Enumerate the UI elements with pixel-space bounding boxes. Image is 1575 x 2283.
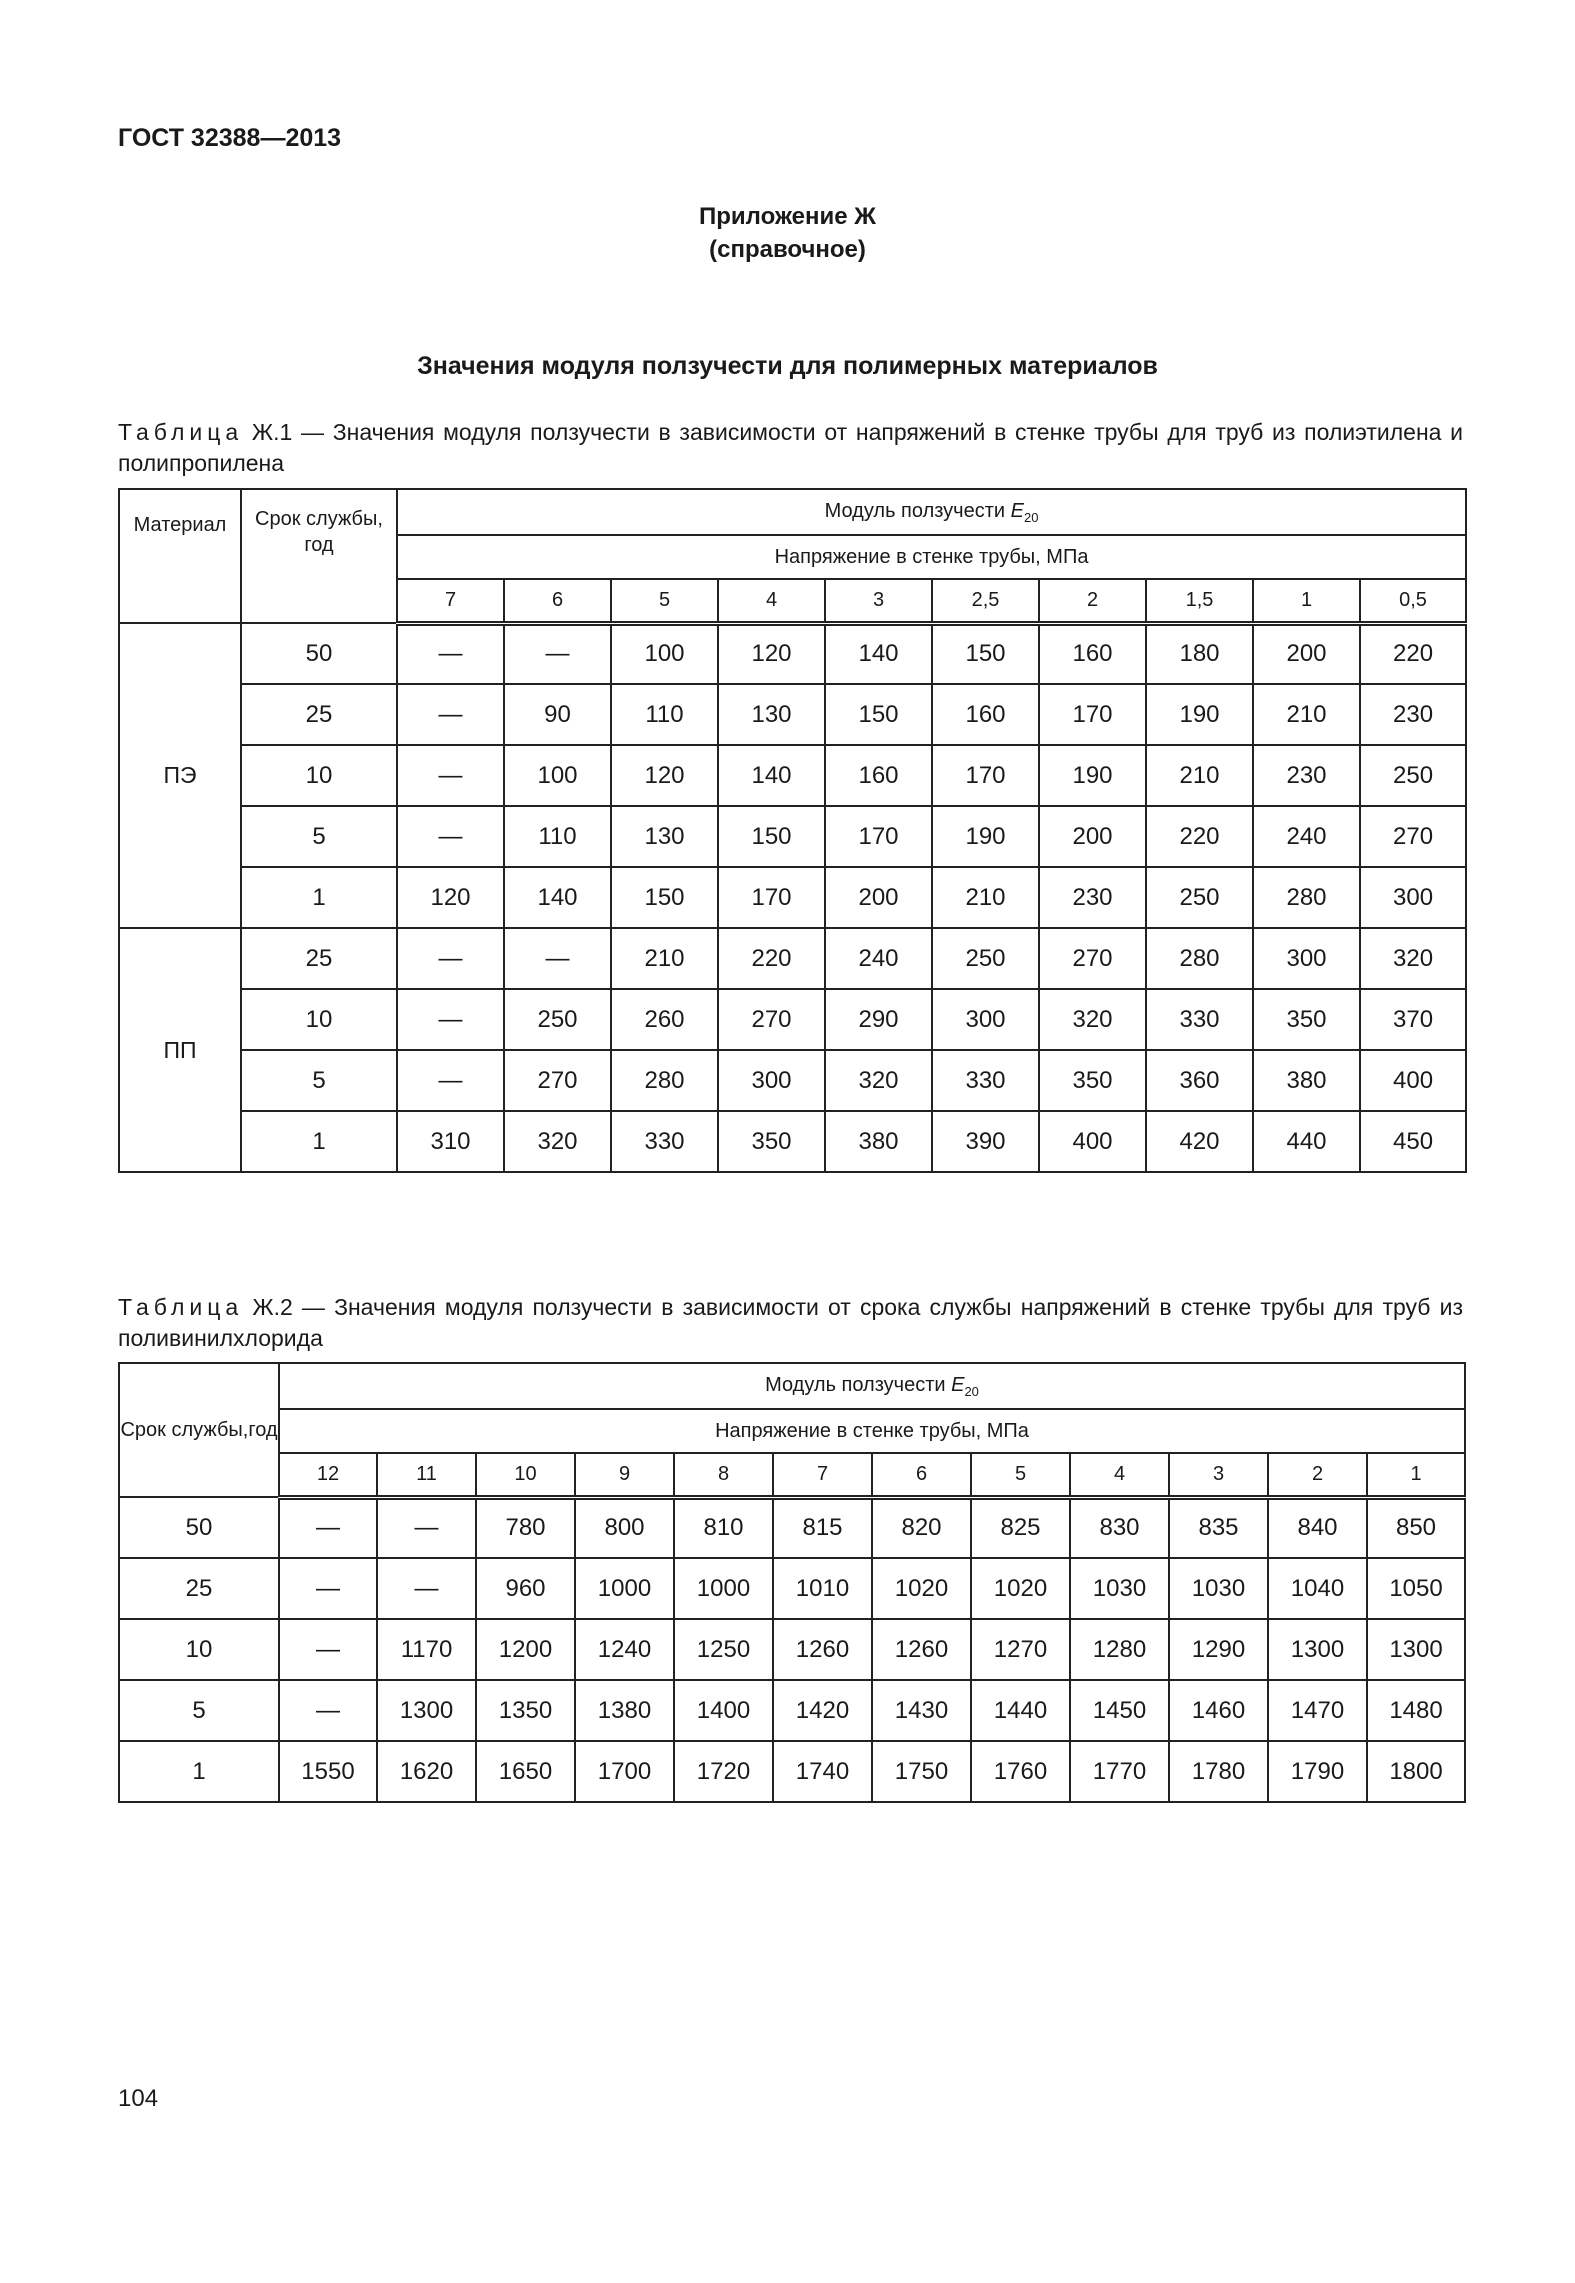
table1-stress-value: 1 xyxy=(1253,579,1360,623)
table2-modulus-cell: 830 xyxy=(1070,1497,1169,1558)
table1-modulus-cell: 250 xyxy=(1146,867,1253,928)
table1-modulus-cell: 120 xyxy=(397,867,504,928)
table2-modulus-cell: 1250 xyxy=(674,1619,773,1680)
table1-modulus-cell: — xyxy=(504,623,611,684)
table1-modulus-cell: 270 xyxy=(718,989,825,1050)
table1-modulus-cell: 150 xyxy=(825,684,932,745)
table1-modulus-cell: 170 xyxy=(1039,684,1146,745)
table-row xyxy=(119,1497,1465,1558)
table2-stress-value: 5 xyxy=(971,1453,1070,1497)
table1-modulus-cell: 270 xyxy=(1039,928,1146,989)
table2-modulus-cell: 1300 xyxy=(377,1680,476,1741)
table1-modulus-cell: 300 xyxy=(1360,867,1466,928)
table1-modulus-cell: 170 xyxy=(718,867,825,928)
table1-caption-label: Таблица xyxy=(118,419,244,445)
table1-modulus-cell: — xyxy=(397,806,504,867)
table2-modulus-cell: 1030 xyxy=(1169,1558,1268,1619)
table-row xyxy=(119,1619,1465,1680)
table1-caption-text: Ж.1 — Значения модуля ползучести в зависимости от напряжений в стенке трубы для труб из полиэтилена и полипропилена xyxy=(118,419,1464,476)
table2-stress-value: 2 xyxy=(1268,1453,1367,1497)
table2-modulus-cell: 1240 xyxy=(575,1619,674,1680)
table1-service-life-cell: 50 xyxy=(241,623,397,684)
table2-modulus-cell: 1740 xyxy=(773,1741,872,1802)
table2-modulus-cell: 1170 xyxy=(377,1619,476,1680)
table2-modulus-cell: — xyxy=(279,1619,377,1680)
table2-modulus-cell: 1300 xyxy=(1268,1619,1367,1680)
table2-modulus-cell: 1770 xyxy=(1070,1741,1169,1802)
table1-modulus-cell: 140 xyxy=(718,745,825,806)
table1-stress-value: 0,5 xyxy=(1360,579,1466,623)
table1-modulus-cell: 250 xyxy=(504,989,611,1050)
table1-modulus-cell: 190 xyxy=(1039,745,1146,806)
table1-stress-value: 2,5 xyxy=(932,579,1039,623)
table2-stress-value: 9 xyxy=(575,1453,674,1497)
table2-service-life-cell: 1 xyxy=(119,1741,279,1802)
table1-modulus-cell: 250 xyxy=(932,928,1039,989)
table-row xyxy=(119,623,1466,684)
table-row xyxy=(119,1680,1465,1741)
table-row xyxy=(119,989,1466,1050)
table1-modulus-cell: 300 xyxy=(932,989,1039,1050)
table1-modulus-cell: — xyxy=(397,684,504,745)
table1-modulus-cell: 230 xyxy=(1253,745,1360,806)
table2-modulus-cell: 1280 xyxy=(1070,1619,1169,1680)
table1-modulus-cell: 120 xyxy=(718,623,825,684)
table-row xyxy=(119,1050,1466,1111)
table1-modulus-cell: — xyxy=(397,989,504,1050)
table1-modulus-cell: 130 xyxy=(611,806,718,867)
table2-modulus-cell: 1440 xyxy=(971,1680,1070,1741)
table1-modulus-cell: 350 xyxy=(1039,1050,1146,1111)
table2-modulus-cell: 850 xyxy=(1367,1497,1465,1558)
appendix-heading xyxy=(0,200,1575,266)
table1-stress-value: 1,5 xyxy=(1146,579,1253,623)
table2-modulus-cell: 1800 xyxy=(1367,1741,1465,1802)
table1-modulus-cell: 200 xyxy=(1039,806,1146,867)
table1-modulus-cell: 210 xyxy=(611,928,718,989)
table2-modulus-cell: 1400 xyxy=(674,1680,773,1741)
table1-modulus-cell: 120 xyxy=(611,745,718,806)
table2-modulus-cell: 1420 xyxy=(773,1680,872,1741)
page-number: 104 xyxy=(118,2085,159,2112)
table1-modulus-cell: — xyxy=(397,623,504,684)
table1-modulus-cell: 400 xyxy=(1039,1111,1146,1172)
table1-modulus-cell: 150 xyxy=(718,806,825,867)
table1-header-modulus xyxy=(397,489,1466,535)
table2-modulus-cell: 1720 xyxy=(674,1741,773,1802)
document-code: ГОСТ 32388—2013 xyxy=(118,124,342,152)
table2-modulus-symbol: E xyxy=(951,1373,965,1396)
table2-modulus-cell: — xyxy=(377,1558,476,1619)
table2-modulus-cell: 815 xyxy=(773,1497,872,1558)
table2-modulus-cell: 1040 xyxy=(1268,1558,1367,1619)
table1-modulus-cell: 450 xyxy=(1360,1111,1466,1172)
table1-modulus-cell: 230 xyxy=(1360,684,1466,745)
table2-modulus-cell: 1020 xyxy=(971,1558,1070,1619)
table2-modulus-cell: 840 xyxy=(1268,1497,1367,1558)
table1-modulus-cell: 110 xyxy=(504,806,611,867)
table1-stress-value: 5 xyxy=(611,579,718,623)
table1-modulus-cell: 210 xyxy=(932,867,1039,928)
table1-modulus-cell: 320 xyxy=(1360,928,1466,989)
table2-stress-value: 3 xyxy=(1169,1453,1268,1497)
table1-modulus-cell: 440 xyxy=(1253,1111,1360,1172)
table2-stress-value: 1 xyxy=(1367,1453,1465,1497)
table2-modulus-subscript: 20 xyxy=(964,1383,979,1399)
table1-modulus-cell: 210 xyxy=(1253,684,1360,745)
table1-modulus-cell: 420 xyxy=(1146,1111,1253,1172)
table1-modulus-cell: 200 xyxy=(825,867,932,928)
table2-modulus-cell: 1760 xyxy=(971,1741,1070,1802)
table1-modulus-cell: — xyxy=(397,1050,504,1111)
table1-stress-value: 3 xyxy=(825,579,932,623)
table2-modulus-cell: — xyxy=(279,1558,377,1619)
table1-service-life-cell: 25 xyxy=(241,928,397,989)
table2-modulus-cell: 1460 xyxy=(1169,1680,1268,1741)
table2-modulus-cell: — xyxy=(279,1680,377,1741)
table1-service-life-cell: 5 xyxy=(241,1050,397,1111)
table2-modulus-cell: 1200 xyxy=(476,1619,575,1680)
table1-modulus-cell: 320 xyxy=(1039,989,1146,1050)
table2-modulus-cell: 1010 xyxy=(773,1558,872,1619)
table1-stress-value: 4 xyxy=(718,579,825,623)
table1-modulus-cell: 270 xyxy=(504,1050,611,1111)
table2-stress-value: 8 xyxy=(674,1453,773,1497)
table1-modulus-cell: 140 xyxy=(825,623,932,684)
table2-service-life-cell: 10 xyxy=(119,1619,279,1680)
table1-stress-value: 6 xyxy=(504,579,611,623)
table1-modulus-cell: 210 xyxy=(1146,745,1253,806)
table1-modulus-cell: 100 xyxy=(611,623,718,684)
table1-modulus-cell: 220 xyxy=(718,928,825,989)
table2-modulus-cell: 800 xyxy=(575,1497,674,1558)
table1-modulus-cell: 330 xyxy=(932,1050,1039,1111)
table1-modulus-cell: 240 xyxy=(1253,806,1360,867)
table2-modulus-cell: 1650 xyxy=(476,1741,575,1802)
table1-material-cell: ПП xyxy=(119,928,241,1172)
table2-modulus-cell: 1000 xyxy=(674,1558,773,1619)
table1-modulus-cell: 380 xyxy=(825,1111,932,1172)
table2-header-stress: Напряжение в стенке трубы, МПа xyxy=(279,1409,1465,1453)
table2-modulus-cell: 1260 xyxy=(773,1619,872,1680)
table1-modulus-cell: 400 xyxy=(1360,1050,1466,1111)
table1-modulus-cell: 150 xyxy=(611,867,718,928)
table2-caption-label: Таблица xyxy=(118,1294,244,1320)
table1-modulus-cell: 380 xyxy=(1253,1050,1360,1111)
table1-modulus-label: Модуль ползучести xyxy=(824,499,1006,522)
table1-modulus-cell: 240 xyxy=(825,928,932,989)
table2-modulus-cell: 1430 xyxy=(872,1680,971,1741)
table2-modulus-cell: 1620 xyxy=(377,1741,476,1802)
table1-modulus-cell: 250 xyxy=(1360,745,1466,806)
table1-modulus-cell: 390 xyxy=(932,1111,1039,1172)
table2-stress-value: 11 xyxy=(377,1453,476,1497)
table-row xyxy=(119,1741,1465,1802)
appendix-title: Приложение Ж xyxy=(699,203,876,230)
table1-modulus-cell: 280 xyxy=(611,1050,718,1111)
section-title: Значения модуля ползучести для полимерных материалов xyxy=(417,352,1158,380)
table2-caption xyxy=(118,1292,1463,1354)
table2-header-modulus xyxy=(279,1363,1465,1409)
table1-service-life-cell: 5 xyxy=(241,806,397,867)
table-row xyxy=(119,806,1466,867)
table1-modulus-cell: 90 xyxy=(504,684,611,745)
table1-caption xyxy=(118,417,1463,479)
table1-service-life-cell: 10 xyxy=(241,745,397,806)
table1-modulus-cell: 280 xyxy=(1253,867,1360,928)
table2-modulus-cell: 1750 xyxy=(872,1741,971,1802)
table2-modulus-cell: 1270 xyxy=(971,1619,1070,1680)
table2-modulus-cell: 1020 xyxy=(872,1558,971,1619)
table2-caption-text: Ж.2 — Значения модуля ползучести в зависимости от срока службы напряжений в стенке трубы для труб из поливинилхлорида xyxy=(118,1294,1464,1351)
table2-stress-value: 10 xyxy=(476,1453,575,1497)
table1-header-service-life: Срок службы, год xyxy=(241,489,397,623)
table1-modulus-cell: 170 xyxy=(825,806,932,867)
table1-modulus-cell: 320 xyxy=(504,1111,611,1172)
table2-service-life-cell: 50 xyxy=(119,1497,279,1558)
table2-stress-value: 4 xyxy=(1070,1453,1169,1497)
table2-modulus-cell: 960 xyxy=(476,1558,575,1619)
table1-modulus-cell: 270 xyxy=(1360,806,1466,867)
table1-modulus-cell: 290 xyxy=(825,989,932,1050)
table2-modulus-cell: 1290 xyxy=(1169,1619,1268,1680)
table-row xyxy=(119,1111,1466,1172)
table1-modulus-cell: 190 xyxy=(932,806,1039,867)
table1-modulus-cell: 100 xyxy=(504,745,611,806)
table2-modulus-cell: 1790 xyxy=(1268,1741,1367,1802)
table2-modulus-cell: 1030 xyxy=(1070,1558,1169,1619)
table1-modulus-cell: 110 xyxy=(611,684,718,745)
table1-material-cell: ПЭ xyxy=(119,623,241,928)
table1-modulus-cell: 260 xyxy=(611,989,718,1050)
table1-modulus-symbol: E xyxy=(1010,499,1024,522)
table2-modulus-cell: 1050 xyxy=(1367,1558,1465,1619)
table2-modulus-cell: 1480 xyxy=(1367,1680,1465,1741)
table2-modulus-cell: 1470 xyxy=(1268,1680,1367,1741)
table2-stress-value: 6 xyxy=(872,1453,971,1497)
table-row xyxy=(119,928,1466,989)
table1-modulus-cell: 170 xyxy=(932,745,1039,806)
table2-modulus-cell: 1780 xyxy=(1169,1741,1268,1802)
table2-modulus-cell: 1300 xyxy=(1367,1619,1465,1680)
table2-modulus-cell: 780 xyxy=(476,1497,575,1558)
table1-modulus-cell: 360 xyxy=(1146,1050,1253,1111)
table-row xyxy=(119,1558,1465,1619)
table1-stress-value: 7 xyxy=(397,579,504,623)
table1-header-material: Материал xyxy=(119,489,241,623)
table2-modulus-cell: 1000 xyxy=(575,1558,674,1619)
table2-modulus-cell: 820 xyxy=(872,1497,971,1558)
table1-modulus-cell: 310 xyxy=(397,1111,504,1172)
table2-modulus-label: Модуль ползучести xyxy=(765,1373,946,1396)
table1-modulus-cell: 220 xyxy=(1146,806,1253,867)
table2-modulus-cell: 1350 xyxy=(476,1680,575,1741)
table-row xyxy=(119,745,1466,806)
table-row xyxy=(119,867,1466,928)
table1-stress-value: 2 xyxy=(1039,579,1146,623)
table1-modulus-cell: 330 xyxy=(611,1111,718,1172)
table1-modulus-cell: 180 xyxy=(1146,623,1253,684)
table1-modulus-cell: 200 xyxy=(1253,623,1360,684)
table1-modulus-subscript: 20 xyxy=(1023,509,1039,525)
table2-stress-value: 12 xyxy=(279,1453,377,1497)
table2-modulus-cell: — xyxy=(377,1497,476,1558)
table1-service-life-cell: 1 xyxy=(241,1111,397,1172)
table1-modulus-cell: 320 xyxy=(825,1050,932,1111)
table2-modulus-cell: 1700 xyxy=(575,1741,674,1802)
table1-modulus-cell: 140 xyxy=(504,867,611,928)
table2-header-service-life: Срок службы,год xyxy=(119,1363,279,1497)
table1-modulus-cell: 150 xyxy=(932,623,1039,684)
appendix-type: (справочное) xyxy=(709,236,866,263)
table2-modulus-cell: 810 xyxy=(674,1497,773,1558)
table1-service-life-cell: 25 xyxy=(241,684,397,745)
table2-modulus-cell: — xyxy=(279,1497,377,1558)
table-row xyxy=(119,684,1466,745)
table2-modulus-cell: 1260 xyxy=(872,1619,971,1680)
table1-modulus-cell: 130 xyxy=(718,684,825,745)
table1-service-life-cell: 1 xyxy=(241,867,397,928)
table2-service-life-cell: 25 xyxy=(119,1558,279,1619)
table2-modulus-cell: 1450 xyxy=(1070,1680,1169,1741)
table1-modulus-cell: 230 xyxy=(1039,867,1146,928)
table2-modulus-cell: 1380 xyxy=(575,1680,674,1741)
table1-header-stress: Напряжение в стенке трубы, МПа xyxy=(397,535,1466,579)
table1-modulus-cell: 280 xyxy=(1146,928,1253,989)
table1-modulus-cell: 330 xyxy=(1146,989,1253,1050)
table2-stress-value: 7 xyxy=(773,1453,872,1497)
table1-modulus-cell: 160 xyxy=(932,684,1039,745)
table1-service-life-cell: 10 xyxy=(241,989,397,1050)
table1-modulus-cell: — xyxy=(504,928,611,989)
table1-modulus-cell: 370 xyxy=(1360,989,1466,1050)
table2-modulus-cell: 835 xyxy=(1169,1497,1268,1558)
table1 xyxy=(118,488,1467,1173)
table1-modulus-cell: 160 xyxy=(1039,623,1146,684)
table1-modulus-cell: 190 xyxy=(1146,684,1253,745)
table2 xyxy=(118,1362,1466,1803)
table1-modulus-cell: — xyxy=(397,745,504,806)
table1-modulus-cell: 220 xyxy=(1360,623,1466,684)
table1-modulus-cell: 350 xyxy=(1253,989,1360,1050)
table1-modulus-cell: — xyxy=(397,928,504,989)
table2-modulus-cell: 1550 xyxy=(279,1741,377,1802)
table1-modulus-cell: 350 xyxy=(718,1111,825,1172)
table1-modulus-cell: 160 xyxy=(825,745,932,806)
table1-modulus-cell: 300 xyxy=(1253,928,1360,989)
table2-service-life-cell: 5 xyxy=(119,1680,279,1741)
table1-modulus-cell: 300 xyxy=(718,1050,825,1111)
table2-modulus-cell: 825 xyxy=(971,1497,1070,1558)
